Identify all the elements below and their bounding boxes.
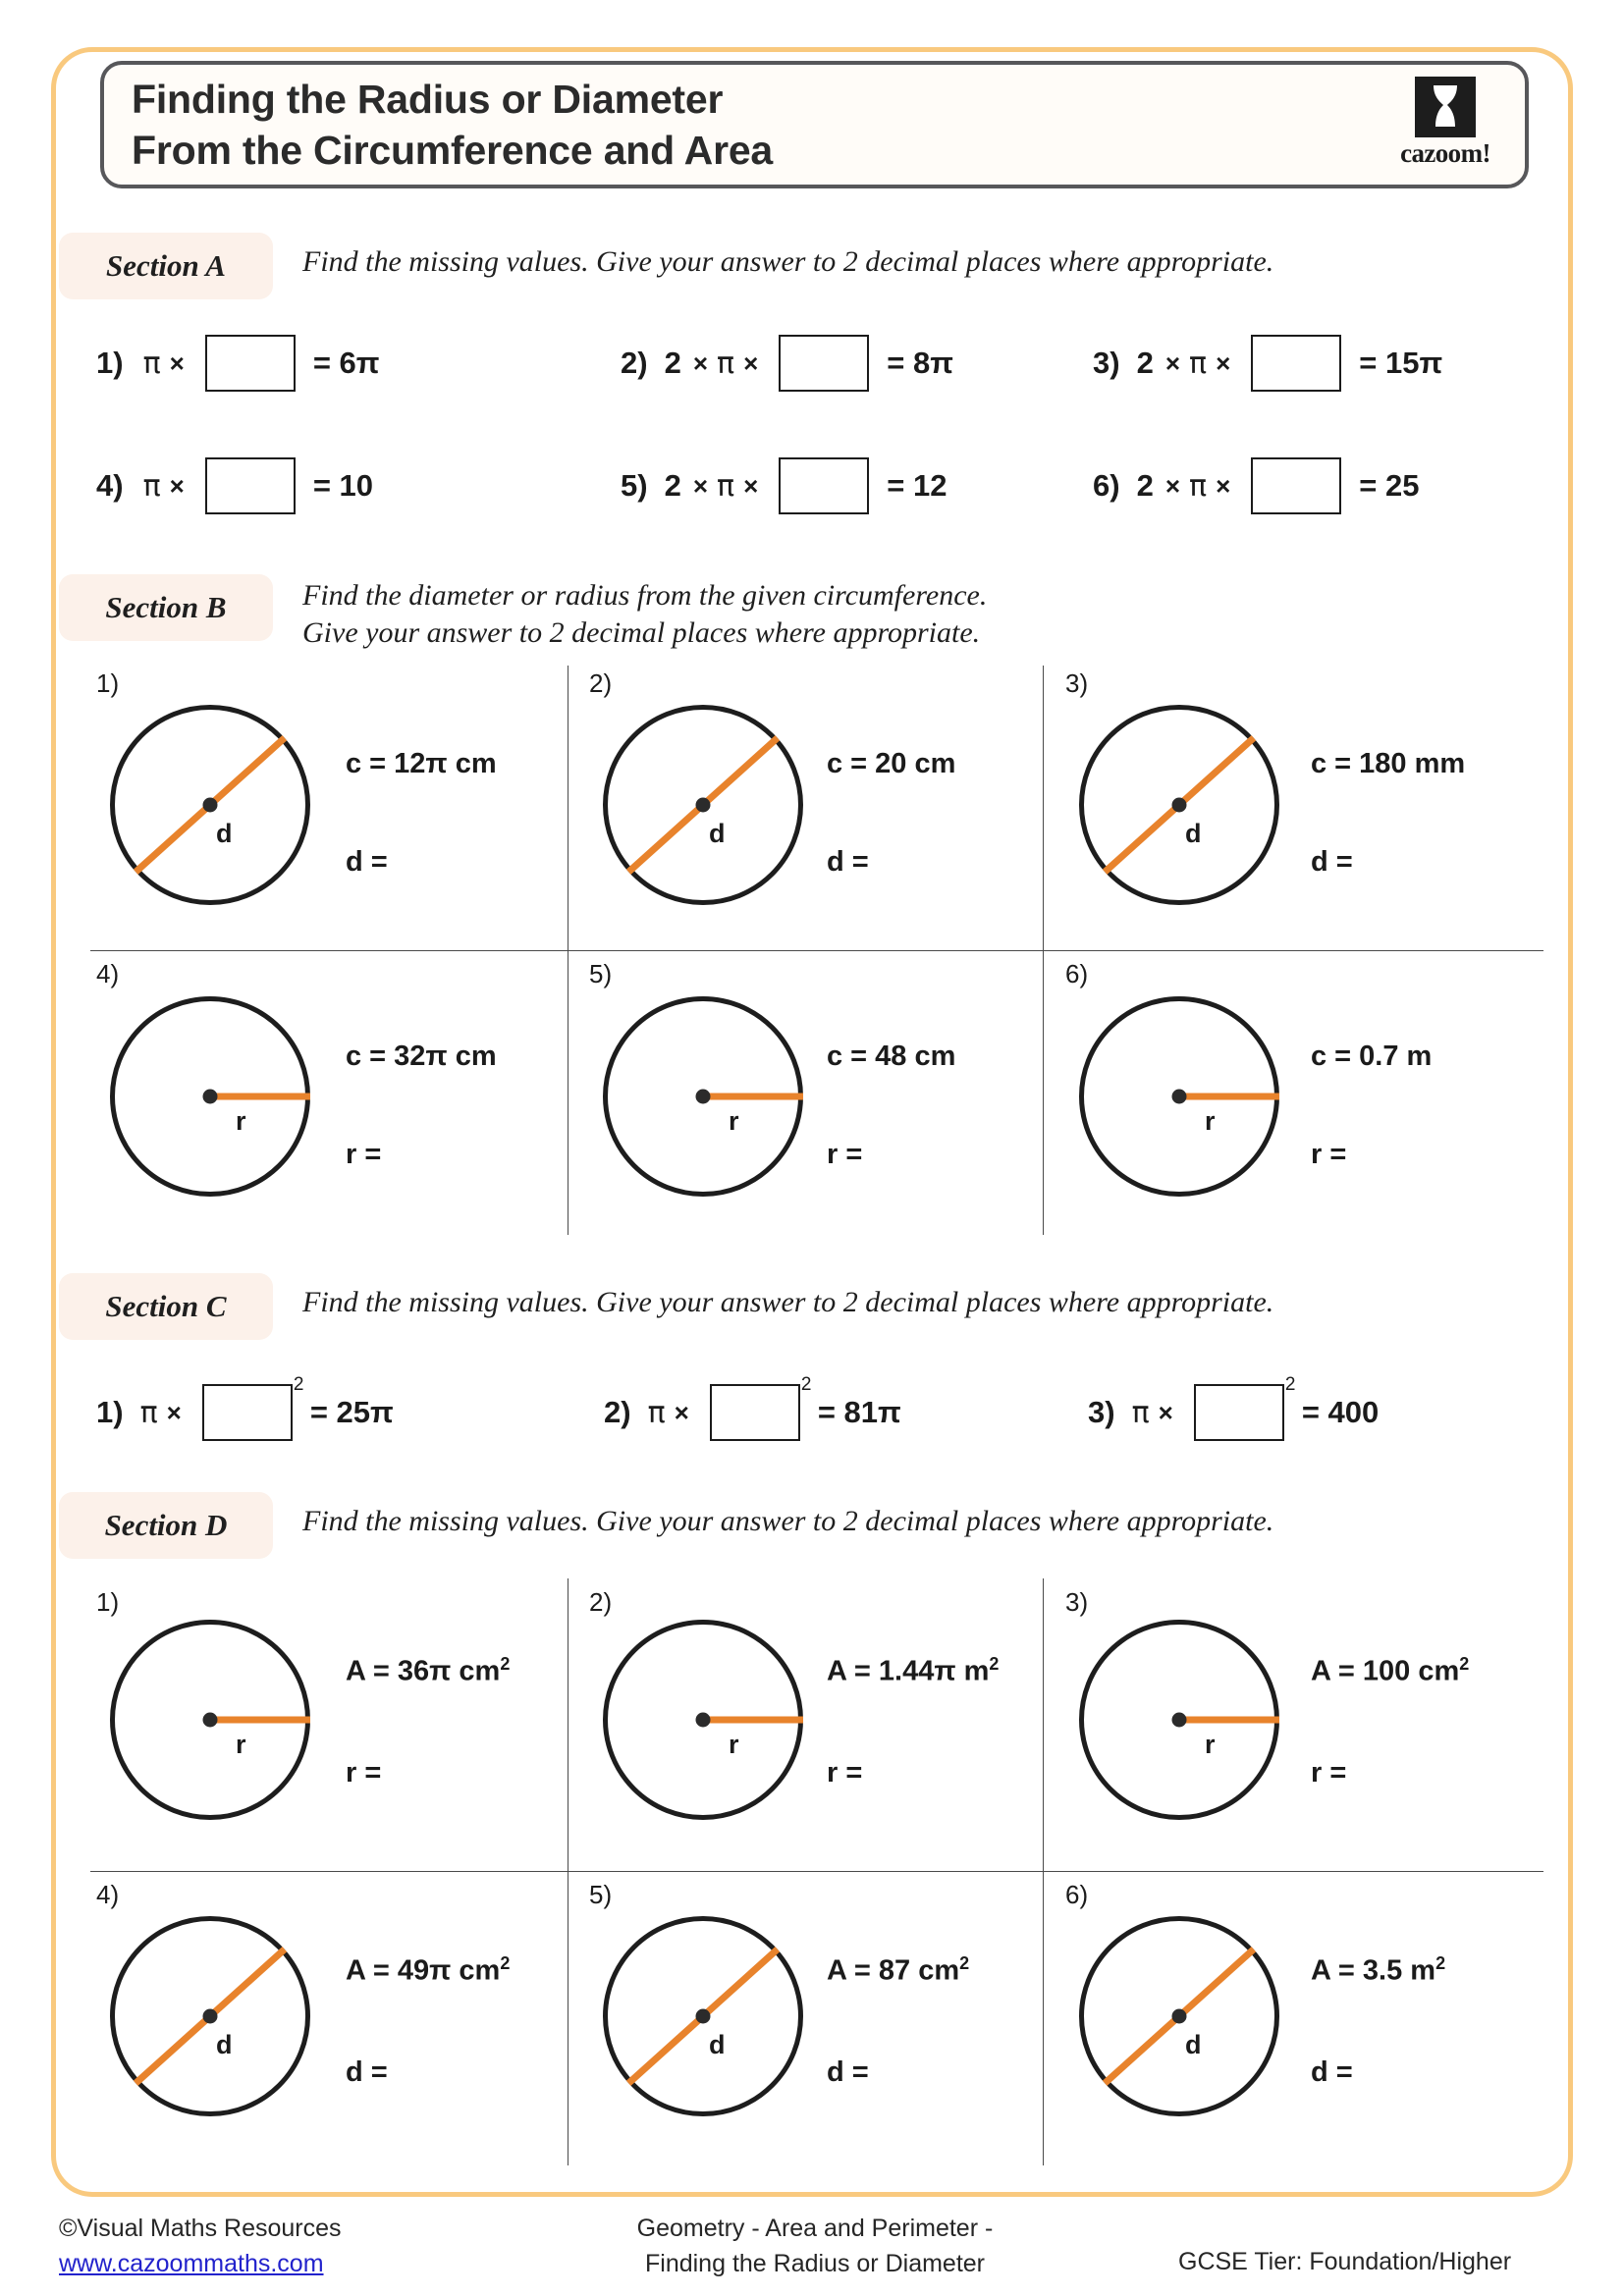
given-value: [1311, 1654, 1469, 1688]
center-point: [1172, 2009, 1187, 2024]
multiply-icon: ×: [166, 1397, 182, 1427]
center-point: [696, 2009, 711, 2024]
circle-diagram-diameter: [1079, 1916, 1279, 2116]
item-number: 4): [96, 1880, 120, 1909]
answer-box-squared[interactable]: [1194, 1384, 1284, 1441]
answer-box[interactable]: [779, 335, 869, 392]
radius-label: r: [729, 1106, 739, 1136]
pi-symbol: π: [142, 468, 161, 504]
item-number: 5): [621, 468, 648, 503]
given-value-exponent: 2: [1435, 1953, 1446, 1973]
diameter-label: d: [216, 819, 233, 848]
multiply-icon: ×: [169, 347, 185, 378]
answer-prompt: r =: [346, 1757, 382, 1789]
answer-box[interactable]: [779, 457, 869, 514]
given-value-exponent: 2: [989, 1654, 1000, 1674]
item-number: 2): [589, 668, 613, 698]
item-number: 5): [589, 1880, 613, 1909]
pi-symbol: π: [1131, 1395, 1150, 1430]
answer-prompt: d =: [346, 2056, 388, 2088]
section-b-description-line2: Give your answer to 2 decimal places where appropriate.: [302, 616, 981, 650]
item-number: 4): [96, 959, 120, 988]
item-right-hand-side: = 25π: [309, 1395, 394, 1429]
radius-label: r: [729, 1730, 739, 1759]
diameter-label: d: [1185, 2030, 1202, 2059]
center-point: [696, 1090, 711, 1104]
circle-diagram-diameter: [110, 1916, 310, 2116]
item-number: 2): [604, 1395, 631, 1429]
center-point: [696, 798, 711, 813]
radius-line: [1179, 1717, 1279, 1724]
given-value-text: A = 3.5 m: [1311, 1954, 1436, 1987]
circle-diagram-diameter: [1079, 705, 1279, 905]
answer-box[interactable]: [205, 457, 296, 514]
given-value-exponent: 2: [500, 1953, 511, 1973]
multiply-icon: ×: [1164, 347, 1181, 378]
multiply-icon: ×: [169, 470, 185, 501]
hourglass-goblet-icon: [1415, 77, 1476, 137]
section-a-item-4: [96, 457, 373, 514]
grid-divider-horizontal: [90, 950, 1543, 951]
item-number: 6): [1065, 1880, 1089, 1909]
item-right-hand-side: = 12: [887, 468, 947, 503]
multiply-icon: ×: [674, 1397, 689, 1427]
center-point: [203, 1090, 218, 1104]
given-value: c = 0.7 m: [1311, 1041, 1433, 1072]
given-value-text: A = 100 cm: [1311, 1655, 1460, 1687]
answer-prompt: r =: [1311, 1757, 1347, 1789]
item-number: 6): [1093, 468, 1120, 503]
center-point: [203, 1713, 218, 1728]
cazoom-wordmark: cazoom!: [1400, 138, 1490, 168]
given-value: [827, 1953, 969, 1988]
given-value: c = 12π cm: [346, 748, 497, 779]
item-number: 3): [1093, 346, 1120, 380]
section-d-description: Find the missing values. Give your answer to 2 decimal places where appropriate.: [302, 1505, 1274, 1537]
item-coefficient: 2: [1136, 346, 1154, 380]
section-a-item-1: [96, 335, 380, 392]
item-right-hand-side: = 8π: [887, 346, 953, 380]
answer-box[interactable]: [1251, 335, 1341, 392]
given-value: [827, 1654, 999, 1688]
answer-box-squared[interactable]: [202, 1384, 293, 1441]
grid-divider-vertical: [1043, 1578, 1044, 1871]
multiply-icon: ×: [743, 347, 759, 378]
circle-diagram-radius: [110, 1620, 310, 1820]
center-point: [696, 1713, 711, 1728]
multiply-icon: ×: [743, 470, 759, 501]
given-value-text: A = 49π cm: [346, 1954, 501, 1987]
section-d-label: Section D: [59, 1492, 273, 1559]
item-number: 1): [96, 1587, 120, 1617]
item-number: 3): [1065, 668, 1089, 698]
answer-prompt: d =: [346, 846, 388, 878]
section-b-label: Section B: [59, 574, 273, 641]
circle-diagram-radius: [110, 996, 310, 1197]
section-a-item-5: [621, 457, 947, 514]
given-value: c = 20 cm: [827, 748, 956, 779]
circle-diagram-radius: [1079, 996, 1279, 1197]
center-point: [203, 2009, 218, 2024]
multiply-icon: ×: [1164, 470, 1181, 501]
radius-label: r: [1205, 1106, 1216, 1136]
title-banner: [100, 61, 1529, 188]
given-value: c = 32π cm: [346, 1041, 497, 1072]
diameter-label: d: [709, 819, 726, 848]
given-value: [346, 1953, 510, 1988]
item-number: 1): [96, 1395, 124, 1429]
radius-line: [703, 1717, 803, 1724]
given-value: c = 48 cm: [827, 1041, 956, 1072]
answer-prompt: r =: [346, 1139, 382, 1170]
item-right-hand-side: = 25: [1359, 468, 1420, 503]
multiply-icon: ×: [692, 347, 709, 378]
item-right-hand-side: = 15π: [1359, 346, 1443, 380]
section-c-description: Find the missing values. Give your answer to 2 decimal places where appropriate.: [302, 1286, 1274, 1318]
given-value-text: A = 36π cm: [346, 1655, 501, 1687]
answer-prompt: r =: [827, 1139, 863, 1170]
given-value-exponent: 2: [500, 1654, 511, 1674]
item-number: 3): [1088, 1395, 1115, 1429]
given-value-exponent: 2: [1459, 1654, 1470, 1674]
pi-symbol: π: [1189, 468, 1208, 504]
circle-diagram-radius: [603, 1620, 803, 1820]
answer-box[interactable]: [205, 335, 296, 392]
answer-prompt: d =: [827, 2056, 869, 2088]
grid-divider-vertical: [1043, 1871, 1044, 2165]
circle-diagram-radius: [603, 996, 803, 1197]
grid-divider-vertical: [1043, 950, 1044, 1235]
pi-symbol: π: [142, 346, 161, 381]
answer-prompt: d =: [1311, 846, 1353, 878]
section-a-item-3: [1093, 335, 1442, 392]
circle-diagram-diameter: [110, 705, 310, 905]
radius-line: [703, 1094, 803, 1100]
multiply-icon: ×: [1216, 470, 1231, 501]
given-value-text: A = 87 cm: [827, 1954, 960, 1987]
footer-center: [609, 2212, 1021, 2281]
radius-label: r: [236, 1730, 246, 1759]
item-number: 1): [96, 346, 124, 380]
page-title-line1: Finding the Radius or Diameter: [132, 76, 724, 122]
diameter-label: d: [216, 2030, 233, 2059]
cazoom-logo: [1387, 77, 1503, 179]
circle-diagram-diameter: [603, 1916, 803, 2116]
multiply-icon: ×: [1158, 1397, 1173, 1427]
item-right-hand-side: = 400: [1301, 1395, 1380, 1429]
section-b-description-line1: Find the diameter or radius from the given circumference.: [302, 579, 988, 612]
multiply-icon: ×: [692, 470, 709, 501]
radius-label: r: [1205, 1730, 1216, 1759]
multiply-icon: ×: [1216, 347, 1231, 378]
radius-line: [210, 1717, 310, 1724]
item-number: 2): [589, 1587, 613, 1617]
radius-line: [210, 1094, 310, 1100]
footer-topic-line1: Geometry - Area and Perimeter -: [636, 2215, 994, 2242]
item-right-hand-side: = 6π: [312, 346, 380, 380]
section-a-item-6: [1093, 457, 1419, 514]
diameter-label: d: [709, 2030, 726, 2059]
pi-symbol: π: [1189, 346, 1208, 381]
page-title-line2: From the Circumference and Area: [132, 128, 774, 173]
section-a-label: Section A: [59, 233, 273, 299]
section-a-description: Find the missing values. Give your answer to 2 decimal places where appropriate.: [302, 245, 1274, 278]
center-point: [1172, 1090, 1187, 1104]
answer-prompt: r =: [827, 1757, 863, 1789]
answer-box[interactable]: [1251, 457, 1341, 514]
section-c-item-1: [96, 1384, 394, 1441]
grid-divider-vertical: [1043, 666, 1044, 950]
item-right-hand-side: = 81π: [817, 1395, 901, 1429]
item-coefficient: 2: [664, 346, 681, 380]
answer-prompt: r =: [1311, 1139, 1347, 1170]
radius-line: [1179, 1094, 1279, 1100]
given-value: [1311, 1953, 1445, 1988]
page-title: [132, 74, 773, 177]
circle-diagram-radius: [1079, 1620, 1279, 1820]
section-a-item-2: [621, 335, 953, 392]
item-coefficient: 2: [1136, 468, 1154, 503]
section-c-label: Section C: [59, 1273, 273, 1340]
answer-prompt: d =: [1311, 2056, 1353, 2088]
center-point: [1172, 1713, 1187, 1728]
section-b-description: [302, 577, 987, 653]
section-c-item-2: [604, 1384, 901, 1441]
item-right-hand-side: = 10: [312, 468, 374, 503]
answer-box-squared[interactable]: [710, 1384, 800, 1441]
center-point: [203, 798, 218, 813]
item-number: 5): [589, 959, 613, 988]
pi-symbol: π: [647, 1395, 666, 1430]
item-number: 1): [96, 668, 120, 698]
section-c-item-3: [1088, 1384, 1379, 1441]
item-number: 4): [96, 468, 124, 503]
pi-symbol: π: [717, 346, 735, 381]
given-value-text: A = 1.44π m: [827, 1655, 990, 1687]
circle-diagram-diameter: [603, 705, 803, 905]
item-coefficient: 2: [664, 468, 681, 503]
footer-website-link[interactable]: www.cazoommaths.com: [59, 2249, 324, 2277]
footer-tier: GCSE Tier: Foundation/Higher: [1178, 2248, 1512, 2275]
center-point: [1172, 798, 1187, 813]
footer-copyright: ©Visual Maths Resources: [59, 2215, 342, 2242]
pi-symbol: π: [139, 1395, 158, 1430]
footer-topic-line2: Finding the Radius or Diameter: [645, 2249, 985, 2277]
item-number: 3): [1065, 1587, 1089, 1617]
item-number: 2): [621, 346, 648, 380]
diameter-label: d: [1185, 819, 1202, 848]
footer-left: [59, 2212, 342, 2281]
item-number: 6): [1065, 959, 1089, 988]
given-value-exponent: 2: [959, 1953, 970, 1973]
pi-symbol: π: [717, 468, 735, 504]
grid-divider-horizontal: [90, 1871, 1543, 1872]
given-value: [346, 1654, 510, 1688]
given-value: c = 180 mm: [1311, 748, 1466, 779]
radius-label: r: [236, 1106, 246, 1136]
answer-prompt: d =: [827, 846, 869, 878]
